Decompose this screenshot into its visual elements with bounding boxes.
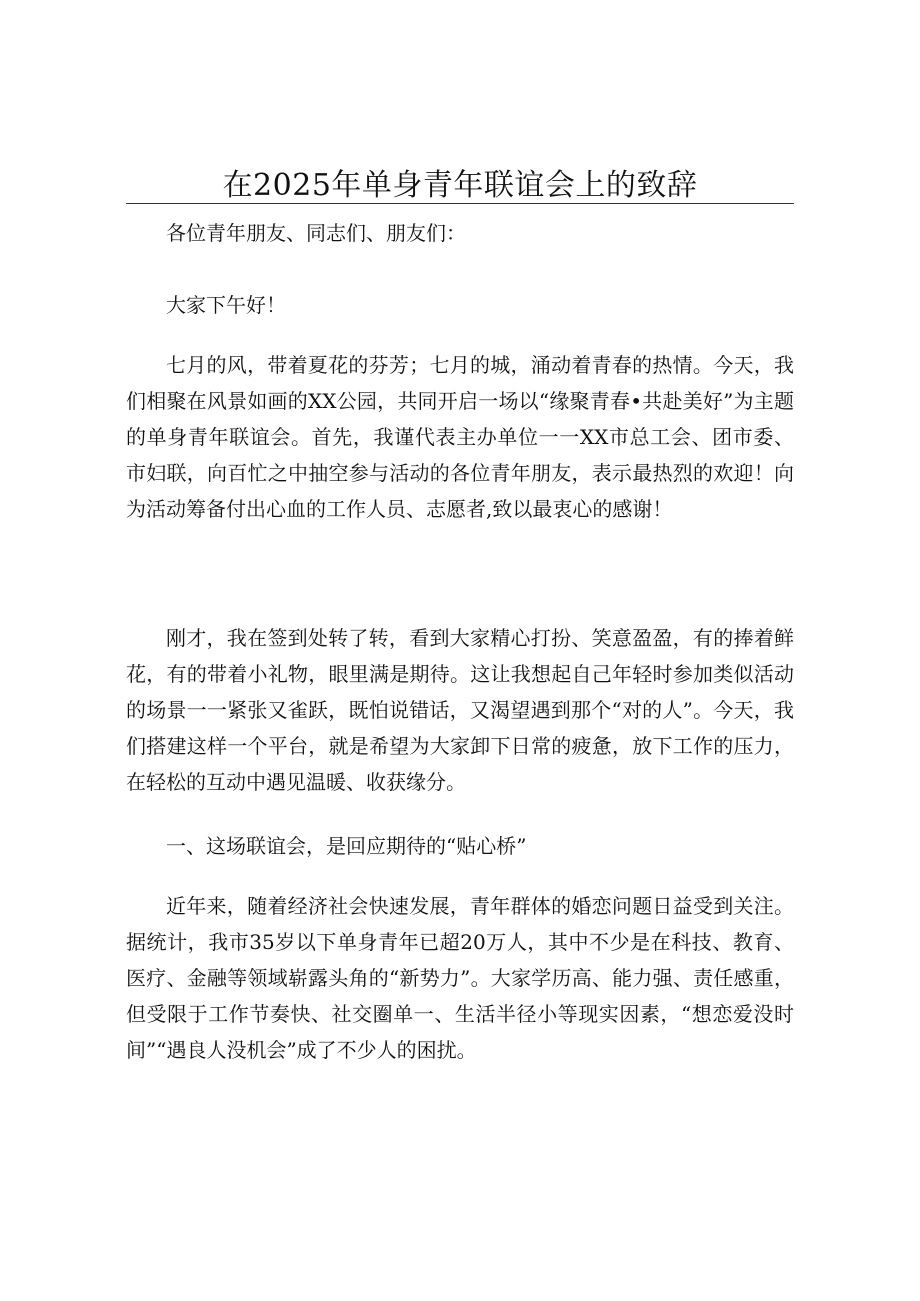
paragraph-background: 近年来，随着经济社会快速发展，青年群体的婚恋问题日益受到关注。据统计，我市35岁以下单身青年已超20万人，其中不少是在科技、教育、医疗、金融等领域崭露头角的“新势力”。大家学历高、能力强、责任感重，但受限于工作节奏快、社交圈单一、生活半径小等现实因素，“想恋爱没时间”“遇良人没机会”成了不少人的困扰。	[126, 894, 794, 1062]
title-underline	[126, 203, 794, 204]
paragraph-greeting: 大家下午好！	[166, 293, 286, 317]
document-title: 在2025年单身青年联谊会上的致辞	[222, 168, 698, 203]
paragraph-salutation: 各位青年朋友、同志们、朋友们：	[166, 221, 466, 245]
paragraph-opening: 七月的风，带着夏花的芬芳；七月的城，涌动着青春的热情。今天，我们相聚在风景如画的XX公园，共同开启一场以“缘聚青春•共赴美好”为主题的单身青年联谊会。首先，我谨代表主办单位一一XX市总工会、团市委、市妇联，向百忙之中抽空参与活动的各位青年朋友，表示最热烈的欢迎！向为活动筹备付出心血的工作人员、志愿者,致以最衷心的感谢！	[126, 353, 794, 521]
section-heading: 一、这场联谊会，是回应期待的“贴心桥”	[166, 834, 527, 858]
paragraph-observation: 刚才，我在签到处转了转，看到大家精心打扮、笑意盈盈，有的捧着鲜花，有的带着小礼物，眼里满是期待。这让我想起自己年轻时参加类似活动的场景一一紧张又雀跃，既怕说错话，又渴望遇到那个“对的人”。今天，我们搭建这样一个平台，就是希望为大家卸下日常的疲惫，放下工作的压力，在轻松的互动中遇见温暖、收获缘分。	[126, 626, 794, 794]
